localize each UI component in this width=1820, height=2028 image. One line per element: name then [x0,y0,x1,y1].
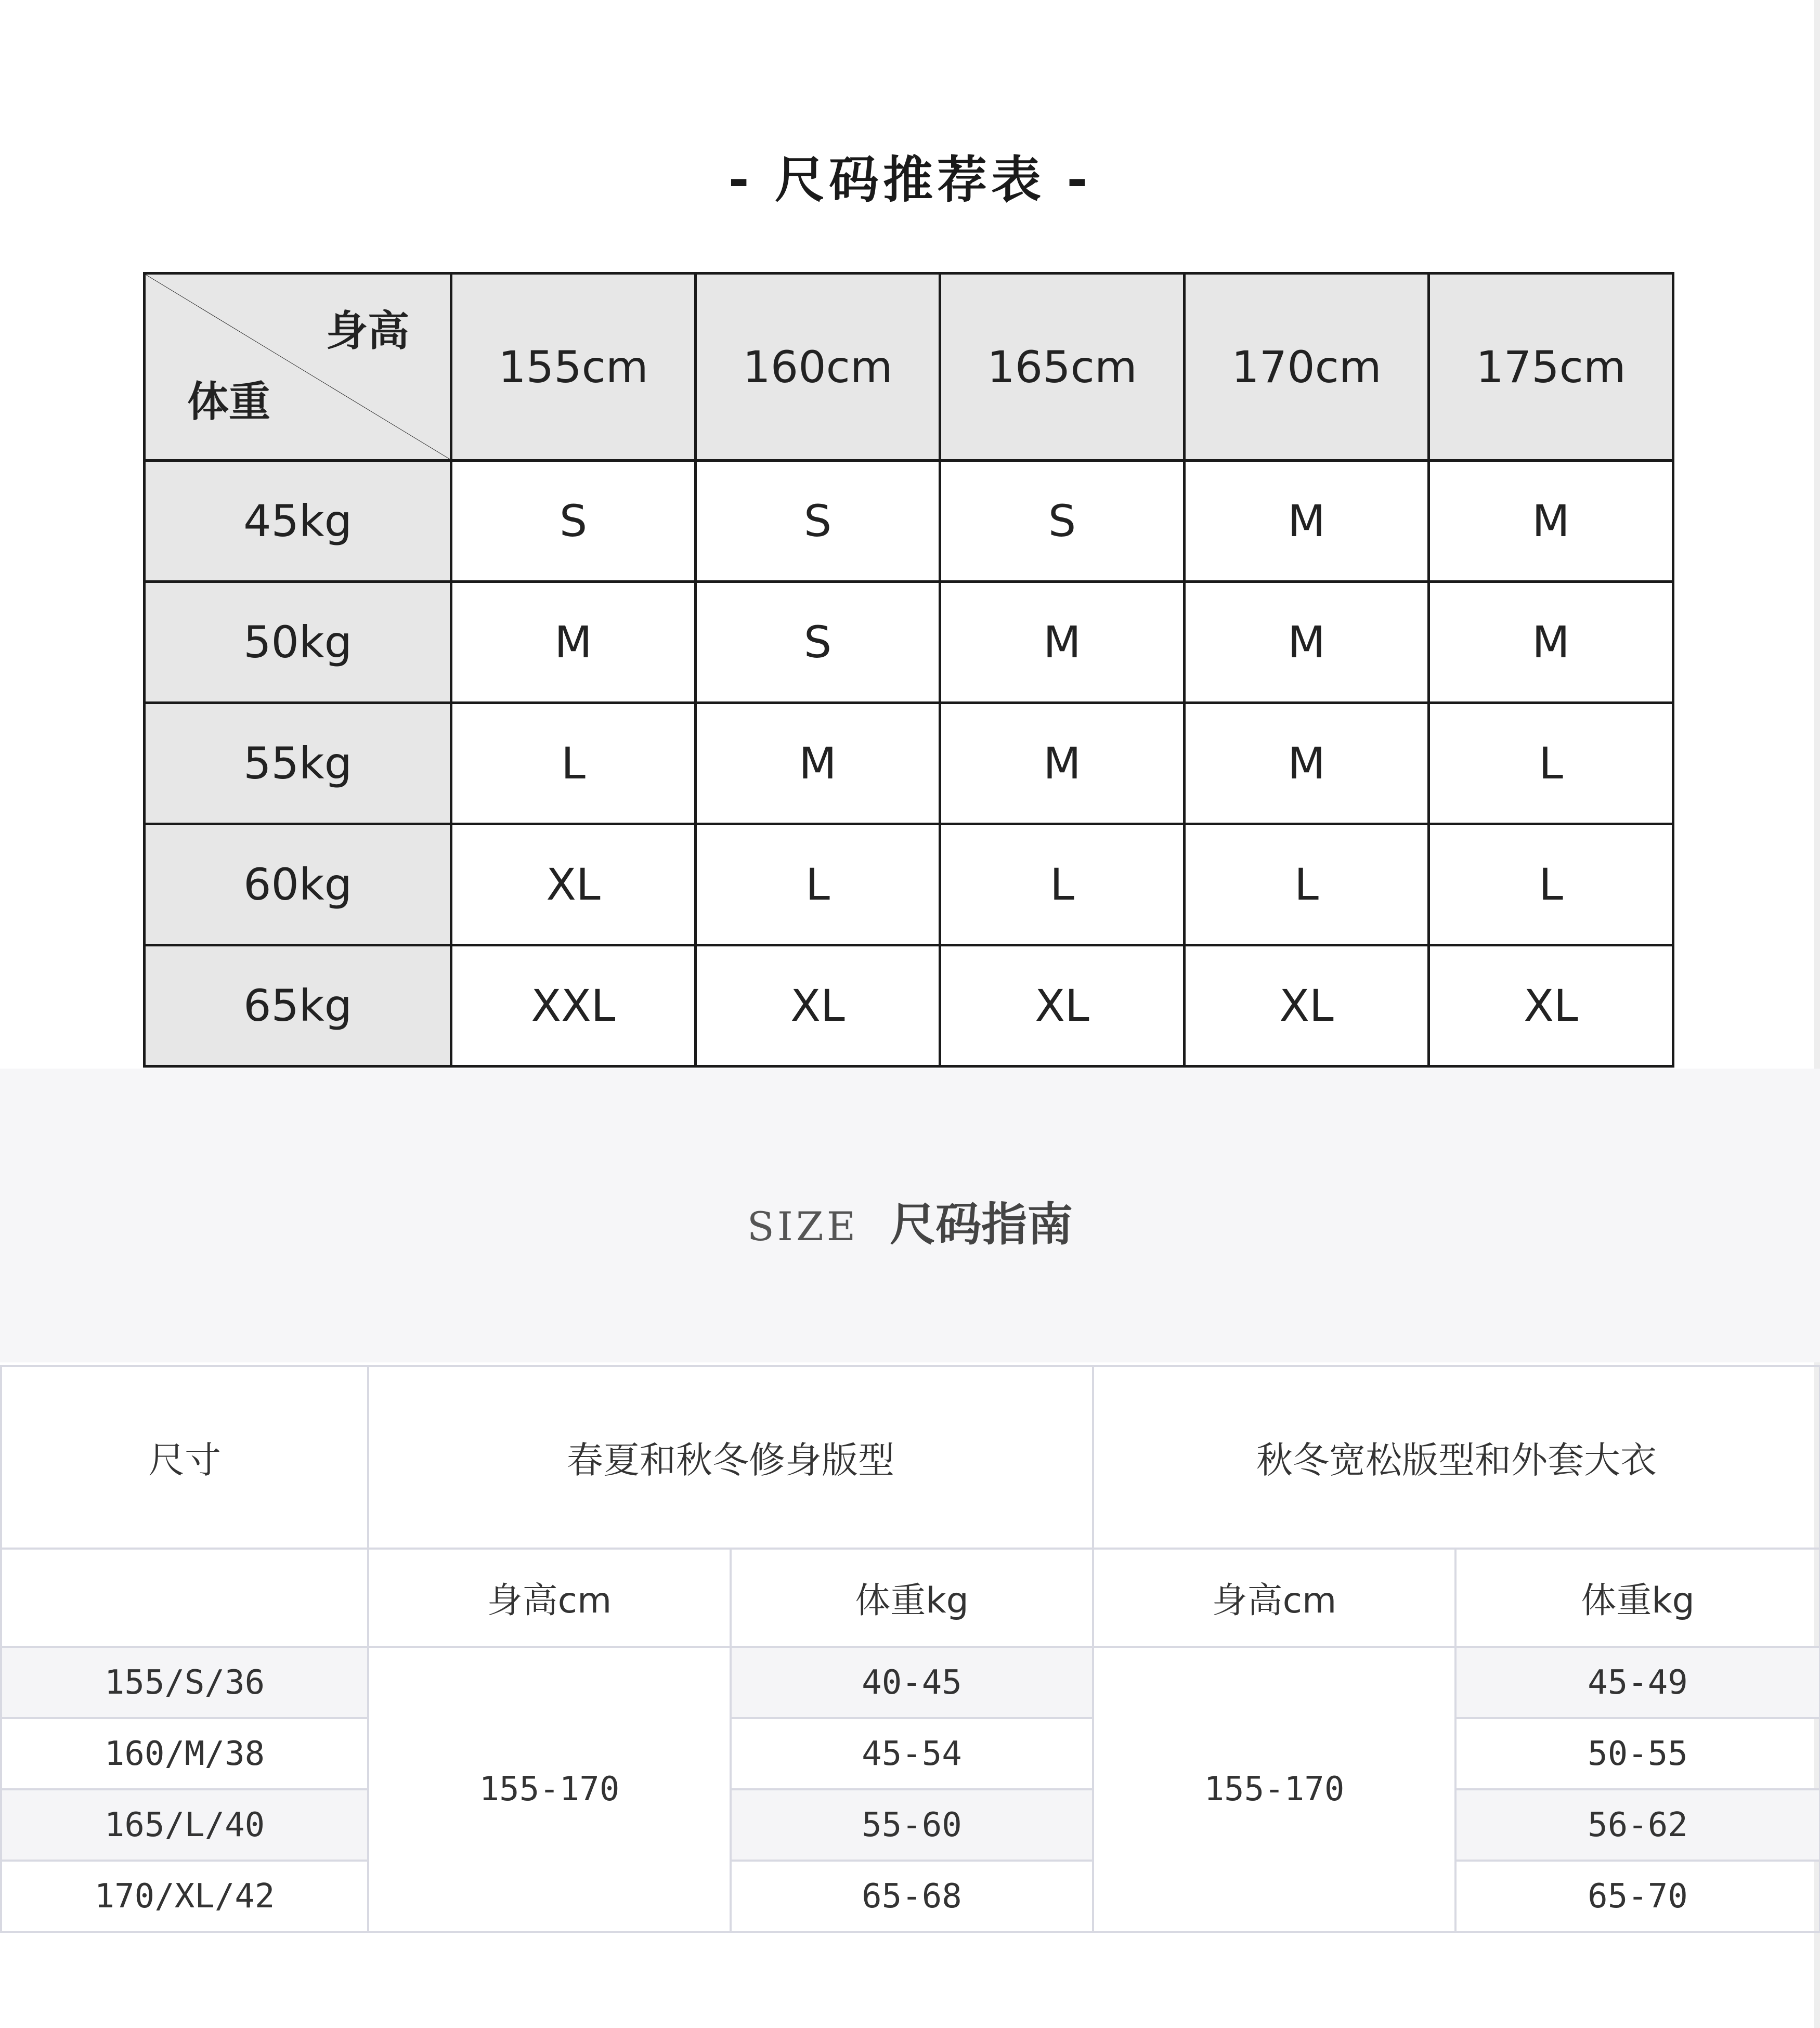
weight-range-fitted: 40-45 [731,1647,1093,1718]
guide-row [1,1789,1820,1861]
corner-cell [145,274,451,461]
size-cell: M [1185,461,1429,582]
group-fitted-header: 春夏和秋冬修身版型 [368,1366,1093,1549]
size-cell: L [696,824,940,945]
height-cm-header: 身高cm [368,1549,731,1647]
size-cell: XL [940,945,1185,1067]
size-cell: XL [696,945,940,1067]
size-cell: S [696,582,940,703]
height-range-loose: 155-170 [1093,1647,1455,1932]
weight-range-loose: 65-70 [1455,1861,1820,1932]
height-header: 155cm [451,274,696,461]
size-cell: M [940,703,1185,824]
weight-range-fitted: 45-54 [731,1718,1093,1789]
size-cell: L [1185,824,1429,945]
weight-header: 65kg [145,945,451,1067]
weight-range-loose: 45-49 [1455,1647,1820,1718]
corner-weight-label: 体重 [187,378,270,426]
height-cm-header: 身高cm [1093,1549,1455,1647]
weight-range-loose: 50-55 [1455,1718,1820,1789]
size-guide-table [0,1365,1820,1933]
size-cell: XL [1185,945,1429,1067]
weight-header: 45kg [145,461,451,582]
size-cell: L [451,703,696,824]
weight-row [145,582,1673,703]
size-label: 160/M/38 [1,1718,368,1789]
size-cell: S [696,461,940,582]
weight-row [145,461,1673,582]
weight-header: 55kg [145,703,451,824]
guide-group-header-row [1,1366,1820,1549]
weight-row [145,703,1673,824]
guide-row [1,1718,1820,1789]
size-column-header: 尺寸 [1,1366,368,1549]
group-loose-header: 秋冬宽松版型和外套大衣 [1093,1366,1820,1549]
size-cell: XL [451,824,696,945]
size-cell: M [451,582,696,703]
height-range-fitted: 155-170 [368,1647,731,1932]
guide-title-zh: 尺码指南 [890,1198,1073,1251]
guide-title-en: SIZE [747,1203,859,1250]
weight-header: 50kg [145,582,451,703]
height-header: 160cm [696,274,940,461]
guide-row [1,1647,1820,1718]
empty-header-cell [1,1549,368,1647]
weight-range-fitted: 65-68 [731,1861,1093,1932]
size-cell: S [940,461,1185,582]
size-label: 170/XL/42 [1,1861,368,1932]
size-cell: L [1429,824,1673,945]
size-cell: S [451,461,696,582]
height-header-row [145,274,1673,461]
height-header: 175cm [1429,274,1673,461]
weight-kg-header: 体重kg [1455,1549,1820,1647]
size-cell: M [1185,582,1429,703]
size-label: 155/S/36 [1,1647,368,1718]
weight-row [145,824,1673,945]
height-header: 165cm [940,274,1185,461]
corner-height-label: 身高 [326,307,409,355]
weight-range-fitted: 55-60 [731,1789,1093,1861]
size-cell: M [1429,582,1673,703]
height-header: 170cm [1185,274,1429,461]
size-label: 165/L/40 [1,1789,368,1861]
size-cell: M [1429,461,1673,582]
guide-sub-header-row [1,1549,1820,1647]
size-cell: M [940,582,1185,703]
size-cell: L [1429,703,1673,824]
weight-header: 60kg [145,824,451,945]
recommend-title: - 尺码推荐表 - [728,151,1092,209]
size-cell: M [1185,703,1429,824]
size-cell: XXL [451,945,696,1067]
weight-range-loose: 56-62 [1455,1789,1820,1861]
size-recommendation-table [143,272,1674,1068]
guide-title [0,1188,1820,1254]
size-cell: XL [1429,945,1673,1067]
weight-kg-header: 体重kg [731,1549,1093,1647]
size-cell: M [696,703,940,824]
guide-row [1,1861,1820,1932]
weight-row [145,945,1673,1067]
size-cell: L [940,824,1185,945]
